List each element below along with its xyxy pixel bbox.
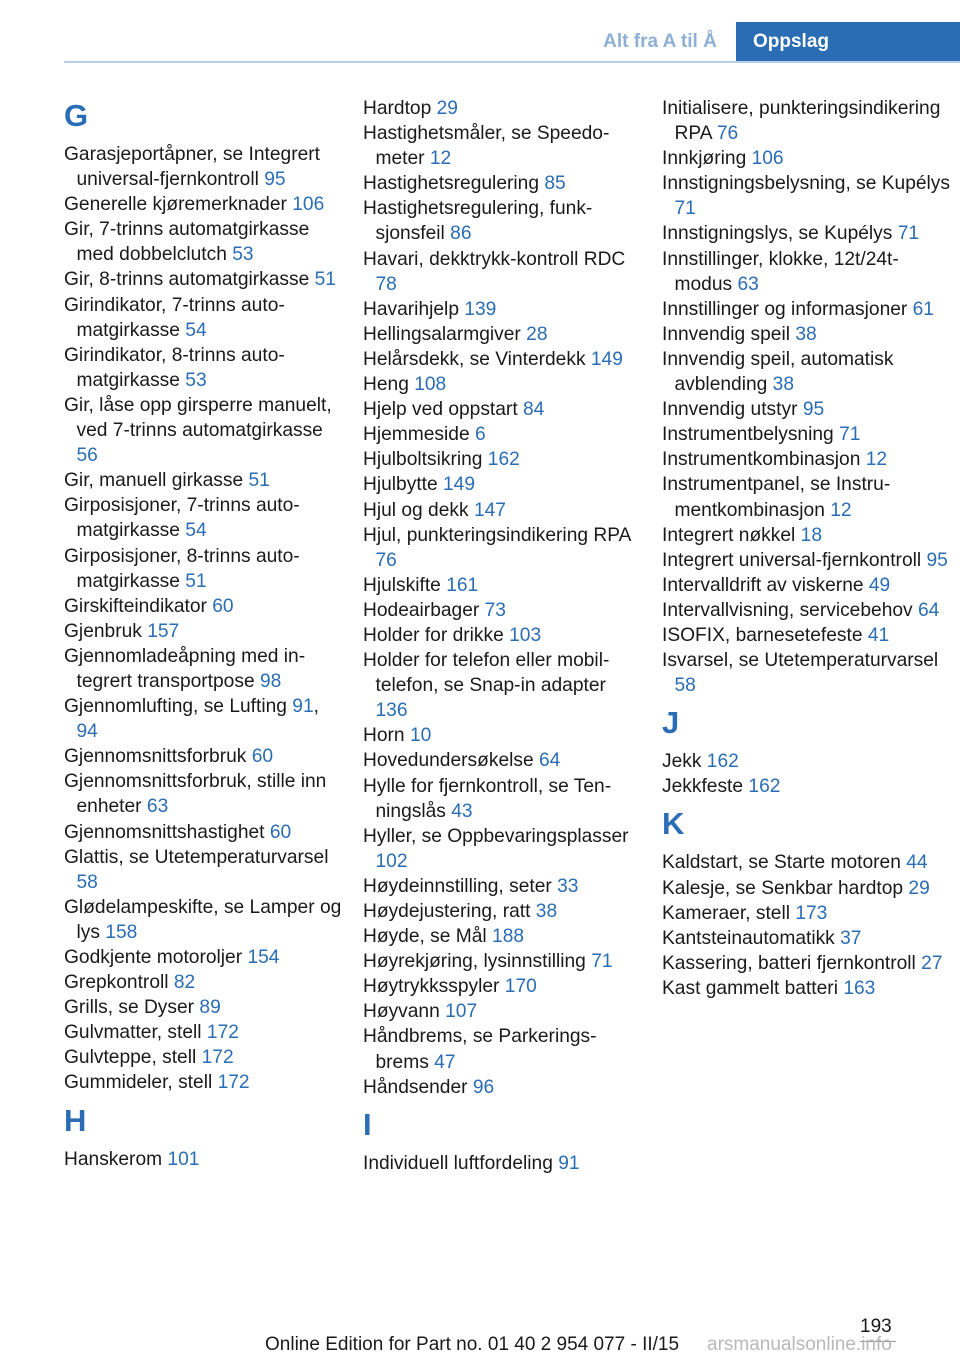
index-entry-term: Gjennomladeåpning med integrert transportpose: [64, 645, 306, 692]
index-entry: [662, 297, 952, 322]
index-entry-term: Hyller, se Oppbevaringsplasser: [363, 825, 629, 847]
index-entry-term: Holder for drikke: [363, 624, 504, 646]
index-letter-heading: G: [64, 98, 89, 133]
index-entry-term: Kaldstart, se Starte motoren: [662, 852, 901, 874]
page-link[interactable]: 78: [375, 273, 397, 295]
index-entry: [662, 774, 952, 799]
index-entry-term: Intervallvisning, servicebehov: [662, 599, 913, 621]
page-link[interactable]: 98: [259, 670, 282, 692]
index-entry-term: Gir, 7-trinns automatgirkasse med dobbelclutch: [64, 219, 310, 266]
page-link[interactable]: 44: [906, 852, 928, 874]
index-entry: [363, 96, 643, 121]
index-entry: [363, 1151, 643, 1176]
page-link[interactable]: 172: [217, 1072, 250, 1094]
index-entry: [662, 926, 952, 951]
index-entry: [662, 447, 952, 472]
page-link[interactable]: 149: [590, 348, 623, 370]
index-entry-term: Girskifteindikator: [64, 595, 207, 617]
page-link[interactable]: 60: [251, 746, 274, 768]
index-entry: [662, 347, 952, 397]
index-entry: [662, 397, 952, 422]
index-entry-term: Hjul, punkteringsindikering RPA: [363, 524, 631, 546]
index-entry-term: Hodeairbager: [363, 599, 480, 621]
index-entry-term: Høyvann: [363, 1001, 440, 1023]
index-entry: [363, 472, 643, 497]
index-entry-term: Hjulboltsikring: [363, 449, 483, 471]
page-link[interactable]: 158: [105, 921, 138, 943]
index-entry-term: Hylle for fjernkontroll, se Tenningslås: [363, 775, 612, 822]
page-link[interactable]: 170: [504, 976, 537, 998]
index-entry: [64, 142, 344, 192]
index-entry: [662, 548, 952, 573]
index-entry-term: Heng: [363, 374, 409, 396]
page-header: [0, 0, 960, 62]
index-entry: [64, 769, 344, 819]
page-link[interactable]: 162: [706, 751, 739, 773]
index-entry-term: Jekkfeste: [662, 776, 744, 798]
index-entry-term: Hjulskifte: [363, 574, 441, 596]
index-entry: [363, 322, 643, 347]
page-link[interactable]: 71: [591, 951, 613, 973]
page-link[interactable]: 53: [232, 244, 254, 266]
index-letter-heading: H: [64, 1102, 87, 1138]
page-link[interactable]: 29: [436, 98, 458, 119]
index-entry: [64, 845, 344, 895]
index-column-2: [363, 96, 643, 1176]
index-entry-term: Glattis, se Utetemperaturvarsel: [64, 846, 329, 868]
page-link[interactable]: 71: [674, 198, 696, 220]
page-link[interactable]: 85: [544, 173, 566, 195]
page-link[interactable]: 54: [185, 520, 207, 542]
index-entry: [363, 297, 643, 322]
index-entry: [363, 171, 643, 196]
index-entry: [363, 899, 643, 924]
index-entry: [662, 976, 952, 1001]
index-entry: [662, 901, 952, 926]
index-entry-term: Hastighetsregulering: [363, 173, 539, 195]
index-entry: [363, 874, 643, 899]
index-entry-term: Gulvteppe, stell: [64, 1047, 197, 1069]
index-entry: [363, 523, 643, 573]
page-link[interactable]: 51: [248, 470, 270, 492]
page-link[interactable]: 10: [409, 725, 432, 747]
page-link[interactable]: 82: [173, 972, 196, 994]
index-entry: [363, 397, 643, 422]
index-entry: [363, 1024, 643, 1074]
index-entry: [662, 850, 952, 875]
index-letter-heading: K: [662, 806, 685, 842]
page-link[interactable]: 136: [375, 700, 408, 722]
page-link[interactable]: 101: [167, 1148, 200, 1170]
index-entry: [363, 347, 643, 372]
page-link[interactable]: 86: [450, 223, 472, 245]
index-entry: [662, 221, 952, 246]
page-link[interactable]: 38: [772, 374, 795, 396]
index-entry-term: Glødelampeskifte, se Lamper og lys: [64, 896, 342, 943]
page-link[interactable]: 28: [526, 323, 548, 345]
index-entry-term: Intervalldrift av viskerne: [662, 574, 864, 596]
index-entry-term: Hjulbytte: [363, 474, 438, 496]
page-link[interactable]: 60: [212, 595, 234, 617]
index-entry: [662, 322, 952, 347]
index-letter-heading: J: [662, 705, 680, 741]
page-link[interactable]: 33: [557, 875, 579, 897]
page-link[interactable]: 139: [464, 298, 497, 320]
index-entry-term: Kantsteinautomatikk: [662, 927, 835, 949]
index-entry: [363, 949, 643, 974]
index-entry-term: Gjennomsnittshastighet: [64, 821, 265, 843]
section-tab[interactable]: Alt fra A til Å: [603, 31, 717, 52]
page-link[interactable]: 38: [535, 901, 558, 922]
index-entry: [363, 1075, 643, 1100]
page-link[interactable]: 96: [472, 1076, 495, 1098]
page-link[interactable]: 51: [314, 269, 336, 291]
index-entry-term: Instrumentkombinasjon: [662, 449, 861, 471]
index-entry-term: Integrert nøkkel: [662, 524, 796, 546]
page-link[interactable]: 64: [917, 599, 940, 621]
index-entry-term: Innstillinger, klokke, 12t/24t-modus: [662, 248, 899, 295]
index-entry-term: Instrumentpanel, se Instrumentkombinasjon: [662, 474, 891, 521]
index-entry-term: Jekk: [662, 751, 702, 773]
index-entry: [64, 995, 344, 1020]
index-entry-term: Gjennomsnittsforbruk, stille inn enheter: [64, 771, 327, 818]
index-entry-term: Gir, låse opp girsperre manuelt, ved 7-trinns automatgirkasse: [64, 394, 332, 442]
page-link[interactable]: 27: [921, 952, 943, 974]
page-link[interactable]: 84: [523, 399, 545, 421]
index-entry: [662, 573, 952, 598]
index-entry: [64, 619, 344, 644]
index-entry-term: Girposisjoner, 7-trinns automatgirkasse: [64, 495, 300, 542]
page-link[interactable]: 188: [492, 926, 525, 948]
page-link[interactable]: 108: [414, 374, 447, 396]
index-entry-term: Innstigningslys, se Kupélys: [662, 223, 893, 245]
index-entry-term: Håndsender: [363, 1076, 468, 1098]
page-link[interactable]: 49: [868, 574, 891, 596]
page-link[interactable]: 94: [76, 721, 98, 743]
page-link[interactable]: 95: [264, 169, 286, 191]
index-entry-term: Initialisere, punkteringsindikering RPA: [662, 98, 941, 145]
page-link[interactable]: 157: [147, 620, 180, 642]
page-link[interactable]: 73: [484, 599, 506, 621]
index-letter-heading: I: [363, 1106, 372, 1142]
index-entry: [363, 196, 643, 246]
index-entry: [64, 267, 344, 292]
header-divider: [64, 61, 960, 63]
page-link[interactable]: 63: [146, 796, 169, 818]
index-entry: [64, 970, 344, 995]
index-entry-term: Gjennomlufting, se Lufting: [64, 696, 287, 718]
index-entry: [662, 598, 952, 623]
page-link[interactable]: 61: [912, 298, 934, 320]
index-entry-term: Holder for telefon eller mobiltelefon, se Snap-in adapter: [363, 650, 610, 697]
index-entry-term: Instrumentbelysning: [662, 424, 834, 446]
index-entry-term: Høytrykksspyler: [363, 976, 500, 998]
page-link[interactable]: 76: [375, 549, 397, 571]
index-entry-term: Grepkontroll: [64, 972, 169, 994]
page-link[interactable]: 51: [185, 570, 207, 592]
index-entry: [363, 824, 643, 874]
page-link[interactable]: 173: [795, 902, 828, 924]
page-link[interactable]: 60: [269, 821, 292, 843]
index-entry-term: Hanskerom: [64, 1148, 163, 1170]
index-entry: [64, 744, 344, 769]
page-link[interactable]: 89: [199, 997, 221, 1019]
index-entry-term: Hastighetsmåler, se Speedometer: [363, 123, 610, 170]
page-link[interactable]: 76: [716, 123, 739, 145]
index-entry-term: Godkjente motoroljer: [64, 947, 243, 968]
index-entry-term: Gummideler, stell: [64, 1072, 213, 1094]
index-entry-term: Hjelp ved oppstart: [363, 399, 518, 421]
index-entry: [363, 748, 643, 773]
index-entry-term: Kassering, batteri fjernkontroll: [662, 952, 916, 974]
index-entry: [64, 820, 344, 845]
index-entry-term: Hardtop: [363, 98, 432, 119]
page-link[interactable]: 29: [908, 877, 930, 899]
index-entry: [363, 573, 643, 598]
index-entry-term: Kalesje, se Senkbar hardtop: [662, 877, 904, 899]
index-entry-term: Innvendig speil: [662, 323, 791, 345]
index-entry-term: Innstigningsbelysning, se Kupélys: [662, 173, 950, 195]
index-entry-term: Høydejustering, ratt: [363, 901, 531, 922]
index-entry: [662, 623, 952, 648]
index-entry: [363, 598, 643, 623]
page-link[interactable]: 71: [897, 223, 920, 245]
page-link[interactable]: 63: [737, 273, 759, 295]
index-entry-term: Hovedundersøkelse: [363, 750, 534, 772]
index-entry-term: Havari, dekktrykk-kontroll RDC: [363, 248, 626, 270]
page-link[interactable]: 41: [867, 624, 890, 646]
index-entry: [662, 523, 952, 548]
index-entry: [662, 422, 952, 447]
index-entry: [64, 493, 344, 543]
index-entry-term: Garasjeportåpner, se Integrert universal-fjernkontroll: [64, 144, 320, 191]
index-entry: [363, 974, 643, 999]
index-entry-term: Hjul og dekk: [363, 499, 469, 521]
index-entry: [363, 447, 643, 472]
index-entry: [662, 171, 952, 221]
index-entry: [363, 623, 643, 648]
page-link[interactable]: 43: [451, 800, 473, 822]
index-entry: [64, 293, 344, 343]
index-entry: [662, 247, 952, 297]
index-entry-term: Girindikator, 7-trinns automatgirkasse: [64, 294, 285, 341]
index-entry: [363, 372, 643, 397]
index-entry: [64, 192, 344, 217]
page-link[interactable]: 64: [539, 750, 561, 772]
index-entry: [662, 146, 952, 171]
index-entry-term: Kast gammelt batteri: [662, 977, 838, 999]
index-column-1: [64, 96, 344, 1172]
index-entry: [64, 895, 344, 945]
index-entry-term: ISOFIX, barnesetefeste: [662, 624, 863, 646]
page-link[interactable]: 172: [201, 1047, 234, 1069]
index-entry-term: Innkjøring: [662, 148, 747, 170]
index-entry-term: Gir, 8-trinns automatgirkasse: [64, 269, 310, 291]
page-link[interactable]: 53: [185, 369, 207, 391]
index-entry-term: Horn: [363, 725, 405, 747]
index-entry: [363, 422, 643, 447]
index-entry-term: Individuell luftfordeling: [363, 1152, 553, 1174]
index-entry-term: Havarihjelp: [363, 298, 459, 320]
index-entry: [64, 644, 344, 694]
index-entry-term: Hjemmeside: [363, 424, 470, 446]
index-entry-term: Girposisjoner, 8-trinns automatgirkasse: [64, 545, 300, 592]
index-entry: Gjennomlufting, se Lufting 91, 94: [64, 696, 319, 743]
page-link[interactable]: 6: [474, 424, 486, 446]
index-entry-term: Gir, manuell girkasse: [64, 470, 244, 492]
index-entry-term: Grills, se Dyser: [64, 997, 195, 1019]
index-entry: [64, 468, 344, 493]
index-entry-term: Hastighetsregulering, funksjonsfeil: [363, 198, 593, 245]
index-entry: [64, 945, 344, 970]
index-entry: [363, 121, 643, 171]
index-entry: [363, 723, 643, 748]
index-entry-term: Høydeinnstilling, seter: [363, 875, 552, 897]
page-link[interactable]: 38: [795, 323, 817, 345]
index-entry-term: Gulvmatter, stell: [64, 1022, 202, 1044]
index-entry: [662, 876, 952, 901]
index-entry: [662, 648, 952, 698]
page-link[interactable]: 18: [800, 524, 822, 546]
page-link[interactable]: 147: [473, 499, 506, 521]
index-entry-term: Innvendig speil, automatisk avblending: [662, 348, 894, 396]
page-link[interactable]: 154: [247, 947, 280, 968]
page-link[interactable]: 54: [185, 319, 207, 341]
page-link[interactable]: 172: [206, 1022, 239, 1044]
index-entry: [64, 544, 344, 594]
page-link[interactable]: 12: [429, 148, 452, 170]
index-entry: [64, 393, 344, 468]
index-entry: [662, 749, 952, 774]
index-entry-term: Isvarsel, se Utetemperaturvarsel: [662, 650, 939, 672]
page-link[interactable]: 91: [558, 1152, 580, 1174]
index-entry: [662, 96, 952, 146]
page-link[interactable]: 162: [748, 776, 781, 798]
page-number: 193: [860, 1316, 892, 1337]
index-entry-term: Håndbrems, se Parkeringsbrems: [363, 1026, 597, 1073]
page-link[interactable]: 12: [830, 499, 852, 521]
watermark: arsmanualsonline.info: [707, 1334, 892, 1355]
page-link[interactable]: 91: [292, 696, 314, 718]
index-entry: [363, 498, 643, 523]
page-link[interactable]: 106: [751, 148, 784, 170]
index-entry: [64, 1070, 344, 1095]
index-entry: [363, 247, 643, 297]
page-link[interactable]: 149: [443, 474, 476, 496]
index-entry-term: Høyrekjøring, lysinnstilling: [363, 951, 586, 973]
page-link[interactable]: 107: [445, 1001, 478, 1023]
page-link[interactable]: 103: [509, 624, 542, 646]
index-entry-term: Gjenbruk: [64, 620, 142, 642]
index-entry-term: Høyde, se Mål: [363, 926, 487, 948]
index-entry-term: Helårsdekk, se Vinterdekk: [363, 348, 586, 370]
page-link[interactable]: 161: [446, 574, 479, 596]
page-link[interactable]: 12: [865, 449, 888, 471]
index-entry-term: Integrert universal-fjernkontroll: [662, 549, 922, 571]
index-entry-term: Generelle kjøremerknader: [64, 194, 287, 216]
index-entry: [64, 343, 344, 393]
page-link[interactable]: 162: [487, 449, 520, 471]
index-entry-term: Kameraer, stell: [662, 902, 790, 924]
index-entry: [363, 774, 643, 824]
page-link[interactable]: 58: [674, 675, 696, 697]
index-entry: [363, 999, 643, 1024]
page-link[interactable]: 106: [292, 194, 325, 216]
page-link[interactable]: 95: [802, 399, 825, 421]
index-entry: [64, 1147, 344, 1172]
index-entry-term: Innvendig utstyr: [662, 399, 798, 421]
index-entry: [64, 217, 344, 267]
index-column-3: [662, 96, 952, 1001]
current-section-tab[interactable]: Oppslag: [736, 22, 960, 62]
index-entry: [64, 1045, 344, 1070]
index-entry-term: Girindikator, 8-trinns automatgirkasse: [64, 344, 285, 391]
index-entry: [64, 1020, 344, 1045]
page-link[interactable]: 163: [843, 977, 876, 999]
index-entry-term: Gjennomsnittsforbruk: [64, 746, 247, 768]
index-entry: [363, 648, 643, 723]
page-link[interactable]: 71: [839, 424, 861, 446]
index-entry: [64, 594, 344, 619]
page-link[interactable]: 95: [926, 549, 948, 571]
page-link[interactable]: 56: [76, 445, 98, 467]
page-link[interactable]: 47: [434, 1051, 456, 1073]
index-entry-term: Innstillinger og informasjoner: [662, 298, 908, 320]
page-link[interactable]: 102: [375, 850, 408, 872]
index-entry-term: Hellingsalarmgiver: [363, 323, 521, 345]
index-entry: [662, 951, 952, 976]
page-link[interactable]: 37: [840, 927, 862, 949]
index-entry: [662, 472, 952, 522]
index-entry: [363, 924, 643, 949]
page-link[interactable]: 58: [76, 871, 98, 893]
edition-note: Online Edition for Part no. 01 40 2 954 077 - II/15: [265, 1334, 680, 1355]
